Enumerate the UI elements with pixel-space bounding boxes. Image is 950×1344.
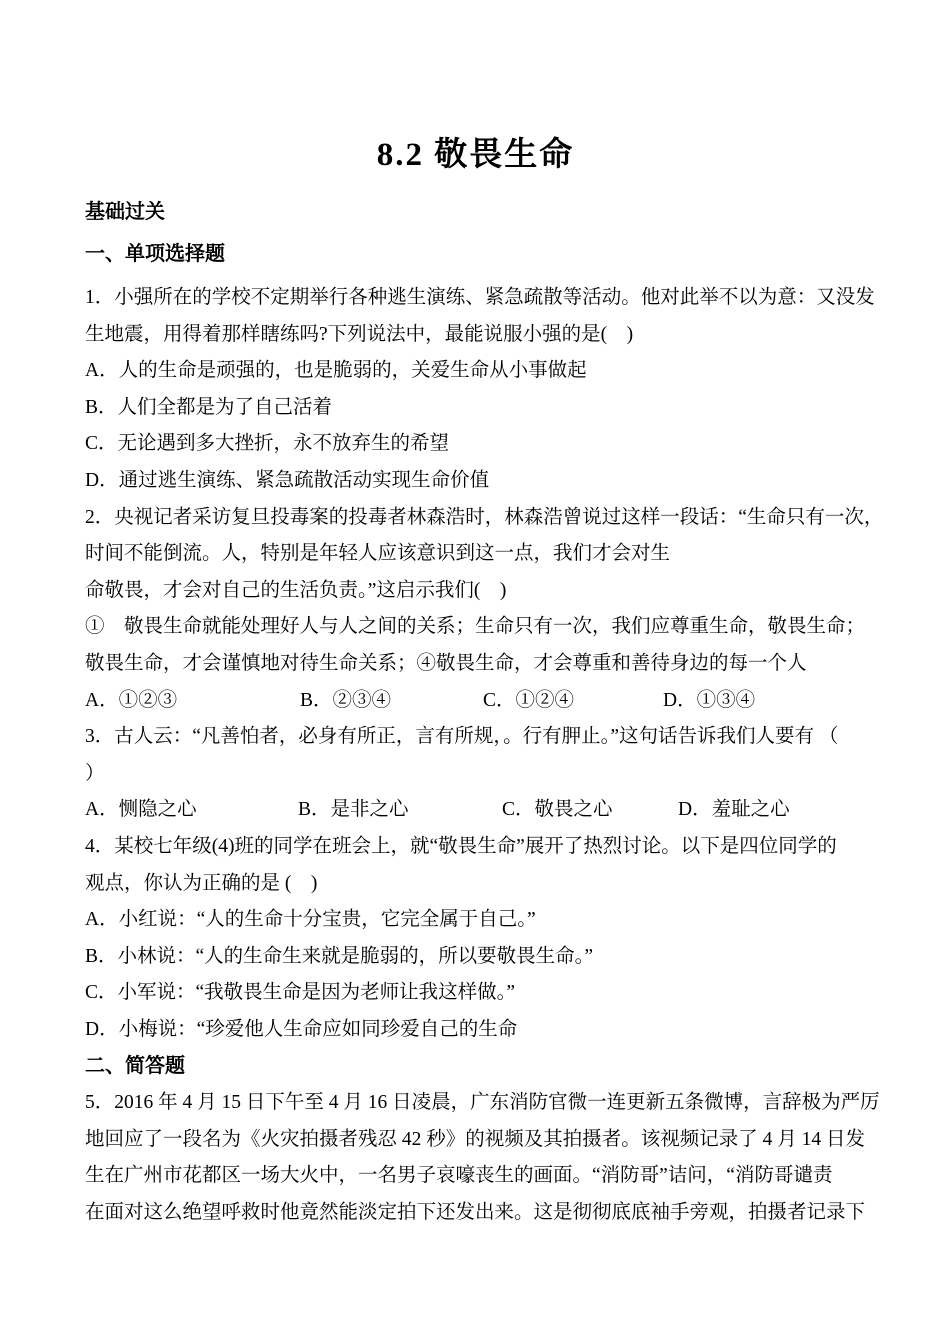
q2-option-c: C．①②④	[483, 689, 575, 711]
q1-option-b: B．人们全都是为了自己活着	[85, 396, 333, 418]
q1-option-a: A．人的生命是顽强的，也是脆弱的，关爱生命从小事做起	[85, 360, 587, 382]
q4-stem-line-2: 观点，你认为正确的是 ( )	[85, 872, 318, 894]
q3-option-d: D．羞耻之心	[678, 799, 790, 821]
q4-option-c: C．小军说：“我敬畏生命是因为老师让我这样做。”	[85, 982, 516, 1004]
q5-stem-line-3: 生在广州市花都区一场大火中，一名男子哀嚎丧生的画面。“消防哥”诘问，“消防哥谴责	[85, 1165, 833, 1187]
section-mcq-heading: 一、单项选择题	[85, 243, 225, 265]
q4-option-b: B．小林说：“人的生命生来就是脆弱的，所以要敬畏生命。”	[85, 945, 594, 967]
q3-option-b: B．是非之心	[298, 799, 409, 821]
q2-stem-line-2: 时间不能倒流。人，特别是年轻人应该意识到这一点，我们才会对生	[85, 543, 671, 565]
q5-stem-line-1: 5．2016 年 4 月 15 日下午至 4 月 16 日凌晨，广东消防官微一连更新五条微博，言辞极为严厉	[85, 1092, 880, 1114]
q4-option-d: D．小梅说：“珍爱他人生命应如同珍爱自己的生命	[85, 1018, 518, 1040]
q2-option-d: D．①③④	[663, 689, 756, 711]
section-basics-heading: 基础过关	[85, 201, 165, 223]
section-saq-heading: 二、简答题	[85, 1055, 185, 1078]
q3-option-a: A．恻隐之心	[85, 799, 197, 821]
worksheet-body	[85, 280, 950, 1231]
q2-stem-line-3: 命敬畏，才会对自己的生活负责。”这启示我们( )	[85, 579, 507, 601]
q1-option-c: C．无论遇到多大挫折，永不放弃生的希望	[85, 433, 450, 455]
q5-stem-line-2: 地回应了一段名为《火灾拍摄者残忍 42 秒》的视频及其拍摄者。该视频记录了 4 月 14 日发	[85, 1128, 866, 1150]
q2-stem-line-1: 2．央视记者采访复旦投毒案的投毒者林森浩时，林森浩曾说过这样一段话：“生命只有一次，	[85, 506, 884, 528]
q3-options-row	[85, 792, 950, 829]
q4-stem-line-1: 4．某校七年级(4)班的同学在班会上，就“敬畏生命”展开了热烈讨论。以下是四位同学的	[85, 835, 837, 857]
q3-option-c: C．敬畏之心	[502, 799, 613, 821]
page-title: 8.2 敬畏生命	[376, 137, 575, 173]
q1-option-d: D．通过逃生演练、紧急疏散活动实现生命价值	[85, 469, 490, 491]
q2-option-a: A．①②③	[85, 689, 178, 711]
q2-statements-line-1: ① 敬畏生命就能处理好人与人之间的关系；生命只有一次，我们应尊重生命，敬畏生命；	[85, 616, 866, 638]
q2-statements-line-2: 敬畏生命，才会谨慎地对待生命关系；④敬畏生命，才会尊重和善待身边的每一个人	[85, 652, 807, 674]
q3-stem-line-2: ）	[85, 762, 105, 784]
q3-stem-line-1: 3．古人云：“凡善怕者，必身有所正，言有所规，。行有胛止。”这句话告诉我们人要有 （	[85, 726, 839, 748]
q2-option-b: B．②③④	[300, 689, 392, 711]
q5-stem-line-4: 在面对这么绝望呼救时他竟然能淡定拍下还发出来。这是彻彻底底袖手旁观，拍摄者记录下	[85, 1201, 866, 1223]
q2-options-row	[85, 683, 950, 720]
q4-option-a: A．小红说：“人的生命十分宝贵，它完全属于自己。”	[85, 909, 536, 931]
q1-stem-line-2: 生地震，用得着那样瞎练吗?下列说法中，最能说服小强的是( )	[85, 323, 634, 345]
q1-stem-line-1: 1．小强所在的学校不定期举行各种逃生演练、紧急疏散等活动。他对此举不以为意：又没发	[85, 287, 875, 308]
